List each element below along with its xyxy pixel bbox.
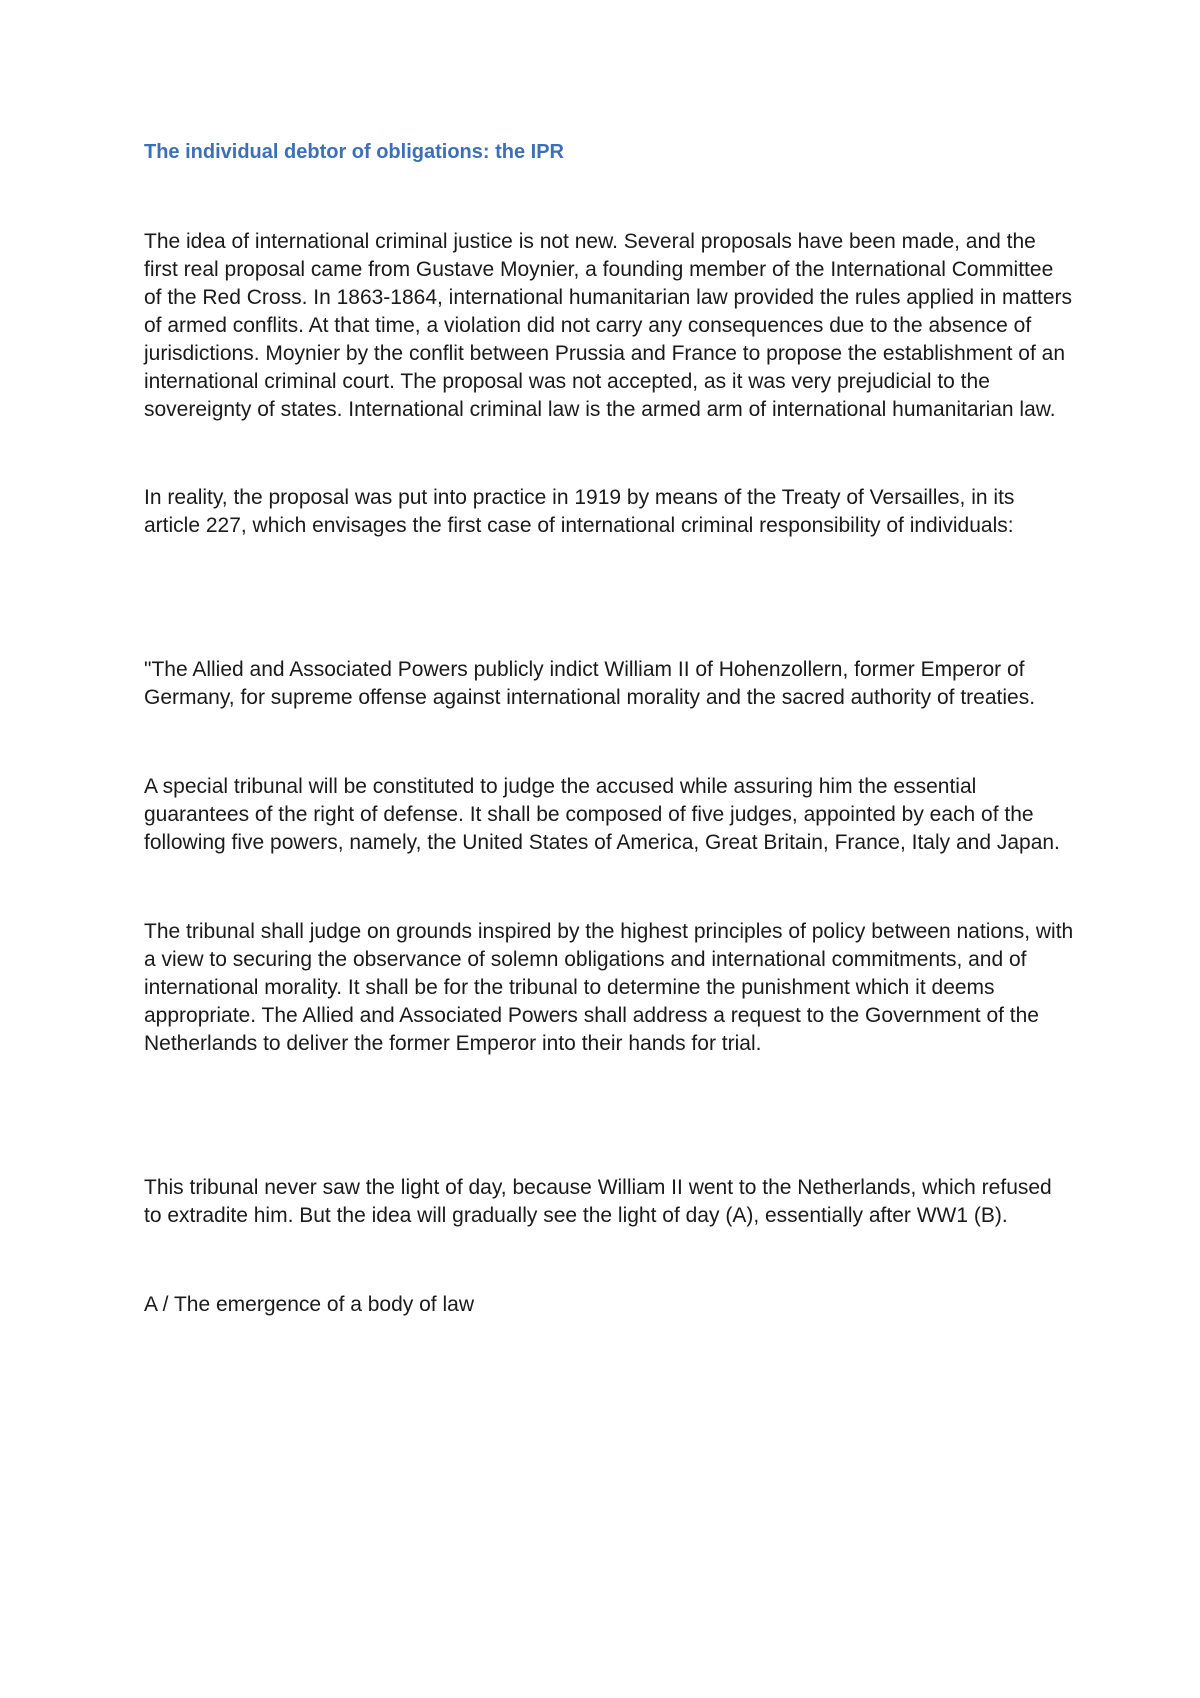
subsection-heading: A / The emergence of a body of law	[144, 1293, 474, 1316]
paragraph-treaty-versailles: In reality, the proposal was put into practice in 1919 by means of the Treaty of Versailles, in its article 227, which envisages the first case of international criminal responsibility of individuals:	[144, 486, 1015, 537]
paragraph-history-intro: The idea of international criminal justice is not new. Several proposals have been made, and the first real proposal came from Gustave Moynier, a founding member of the International Committee of the Red Cross. In 1863-1864, international humanitarian law provided the rules applied in matters of armed conflits. At that time, a violation did not carry any consequences due to the absence of jurisdictions. Moynier by the conflit between Prussia and France to propose the establishment of an international criminal court. The proposal was not accepted, as it was very prejudicial to the sovereignty of states. International criminal law is the armed arm of international humanitarian law.	[144, 230, 1073, 421]
section-heading: The individual debtor of obligations: the IPR	[144, 141, 564, 163]
quote-paragraph-tribunal-judgment: The tribunal shall judge on grounds inspired by the highest principles of policy between nations, with a view to securing the observance of solemn obligations and international commitments, and of international morality. It shall be for the tribunal to determine the punishment which it deems appropriate. The Allied and Associated Powers shall address a request to the Government of the Netherlands to deliver the former Emperor into their hands for trial.	[144, 920, 1074, 1055]
quote-paragraph-special-tribunal: A special tribunal will be constituted to judge the accused while assuring him the essential guarantees of the right of defense. It shall be composed of five judges, appointed by each of the following five powers, namely, the United States of America, Great Britain, France, Italy and Japan.	[144, 775, 1060, 854]
quote-paragraph-indictment: "The Allied and Associated Powers publicly indict William II of Hohenzollern, former Emperor of Germany, for supreme offense against international morality and the sacred authority of treaties.	[144, 658, 1036, 709]
document-body	[144, 138, 1074, 1319]
paragraph-tribunal-outcome: This tribunal never saw the light of day, because William II went to the Netherlands, which refused to extradite him. But the idea will gradually see the light of day (A), essentially after WW1 (B).	[144, 1176, 1052, 1227]
